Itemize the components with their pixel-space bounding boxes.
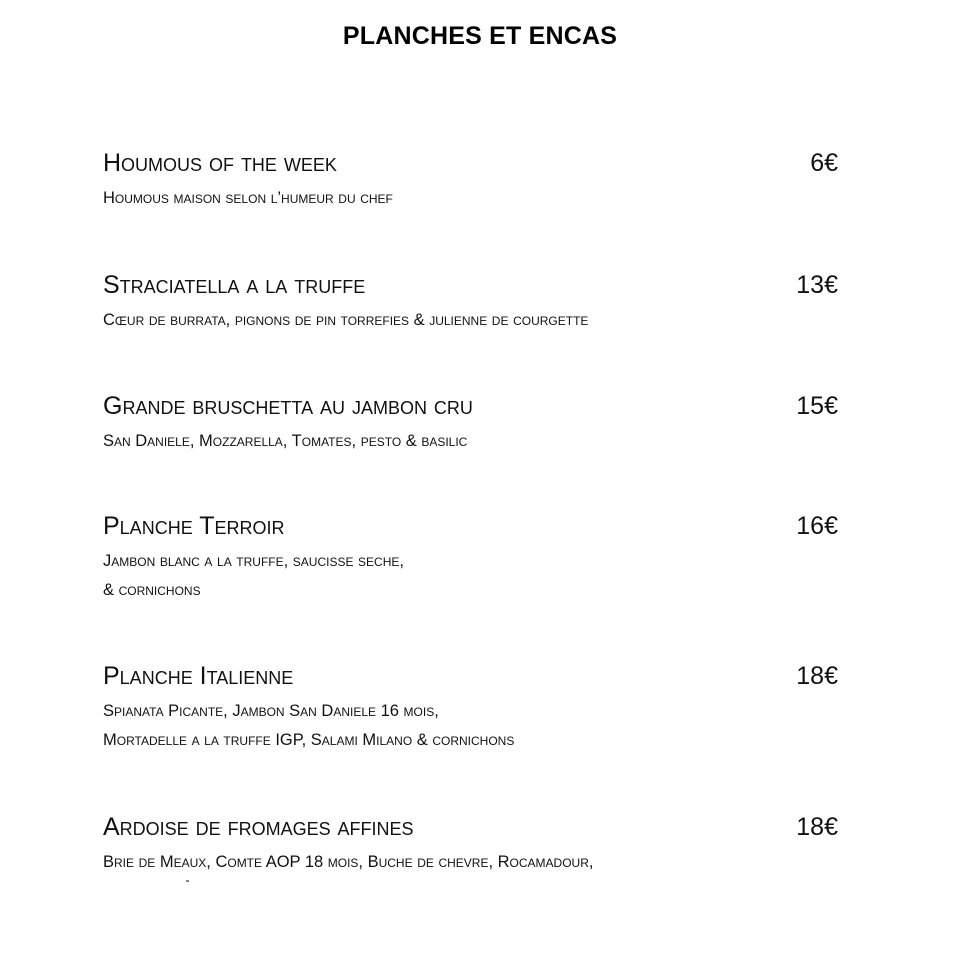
menu-item-description xyxy=(103,697,838,755)
menu-item-price: 6€ xyxy=(810,149,838,177)
menu-item-header xyxy=(103,810,838,844)
menu-item-description xyxy=(103,547,838,605)
menu-item-description-line: Spianata Picante, Jambon San Daniele 16 mois, xyxy=(103,702,439,720)
menu-item-header xyxy=(103,659,838,693)
menu-item-bruschetta xyxy=(103,389,838,456)
menu-item-name: Houmous of the week xyxy=(103,149,337,177)
menu-item-header xyxy=(103,389,838,423)
menu-item-name: Planche Terroir xyxy=(103,512,285,540)
menu-item-straciatella xyxy=(103,268,838,335)
menu-item-header xyxy=(103,146,838,180)
menu-item-price: 16€ xyxy=(796,512,838,540)
menu-item-name: Straciatella a la truffe xyxy=(103,271,366,299)
menu-item-header xyxy=(103,509,838,543)
menu-item-price: 18€ xyxy=(796,662,838,690)
menu-item-description xyxy=(103,306,838,335)
menu-item-description-line: Houmous maison selon l’humeur du chef xyxy=(103,189,393,207)
menu-item-price: 18€ xyxy=(796,813,838,841)
menu-item-price: 13€ xyxy=(796,271,838,299)
menu-item-description-line: Brie de Meaux, Comte AOP 18 mois, Buche de chevre, Rocamadour, xyxy=(103,853,594,871)
menu-item-description-line: & cornichons xyxy=(103,581,201,599)
menu-title: PLANCHES ET ENCAS xyxy=(342,22,618,50)
menu-item-description xyxy=(103,848,838,877)
menu-item-description xyxy=(103,427,838,456)
menu-item-description-line: Cœur de burrata, pignons de pin torrefies & julienne de courgette xyxy=(103,311,589,329)
menu-item-planche-italienne xyxy=(103,659,838,755)
menu-item-ardoise-fromages xyxy=(103,810,838,877)
menu-item-description-line: Jambon blanc a la truffe, saucisse seche, xyxy=(103,552,404,570)
menu-item-name: Ardoise de fromages affines xyxy=(103,813,414,841)
menu-item-price: 15€ xyxy=(796,392,838,420)
menu-item-description xyxy=(103,184,838,213)
menu-item-houmous xyxy=(103,146,838,213)
menu-item-description-line: Mortadelle a la truffe IGP, Salami Milano & cornichons xyxy=(103,731,515,749)
menu-item-name: Grande bruschetta au jambon cru xyxy=(103,392,473,420)
cropped-text-fragment xyxy=(186,880,189,882)
menu-item-description-line: San Daniele, Mozzarella, Tomates, pesto & basilic xyxy=(103,432,468,450)
menu-item-header xyxy=(103,268,838,302)
menu-item-planche-terroir xyxy=(103,509,838,605)
menu-item-name: Planche Italienne xyxy=(103,662,294,690)
